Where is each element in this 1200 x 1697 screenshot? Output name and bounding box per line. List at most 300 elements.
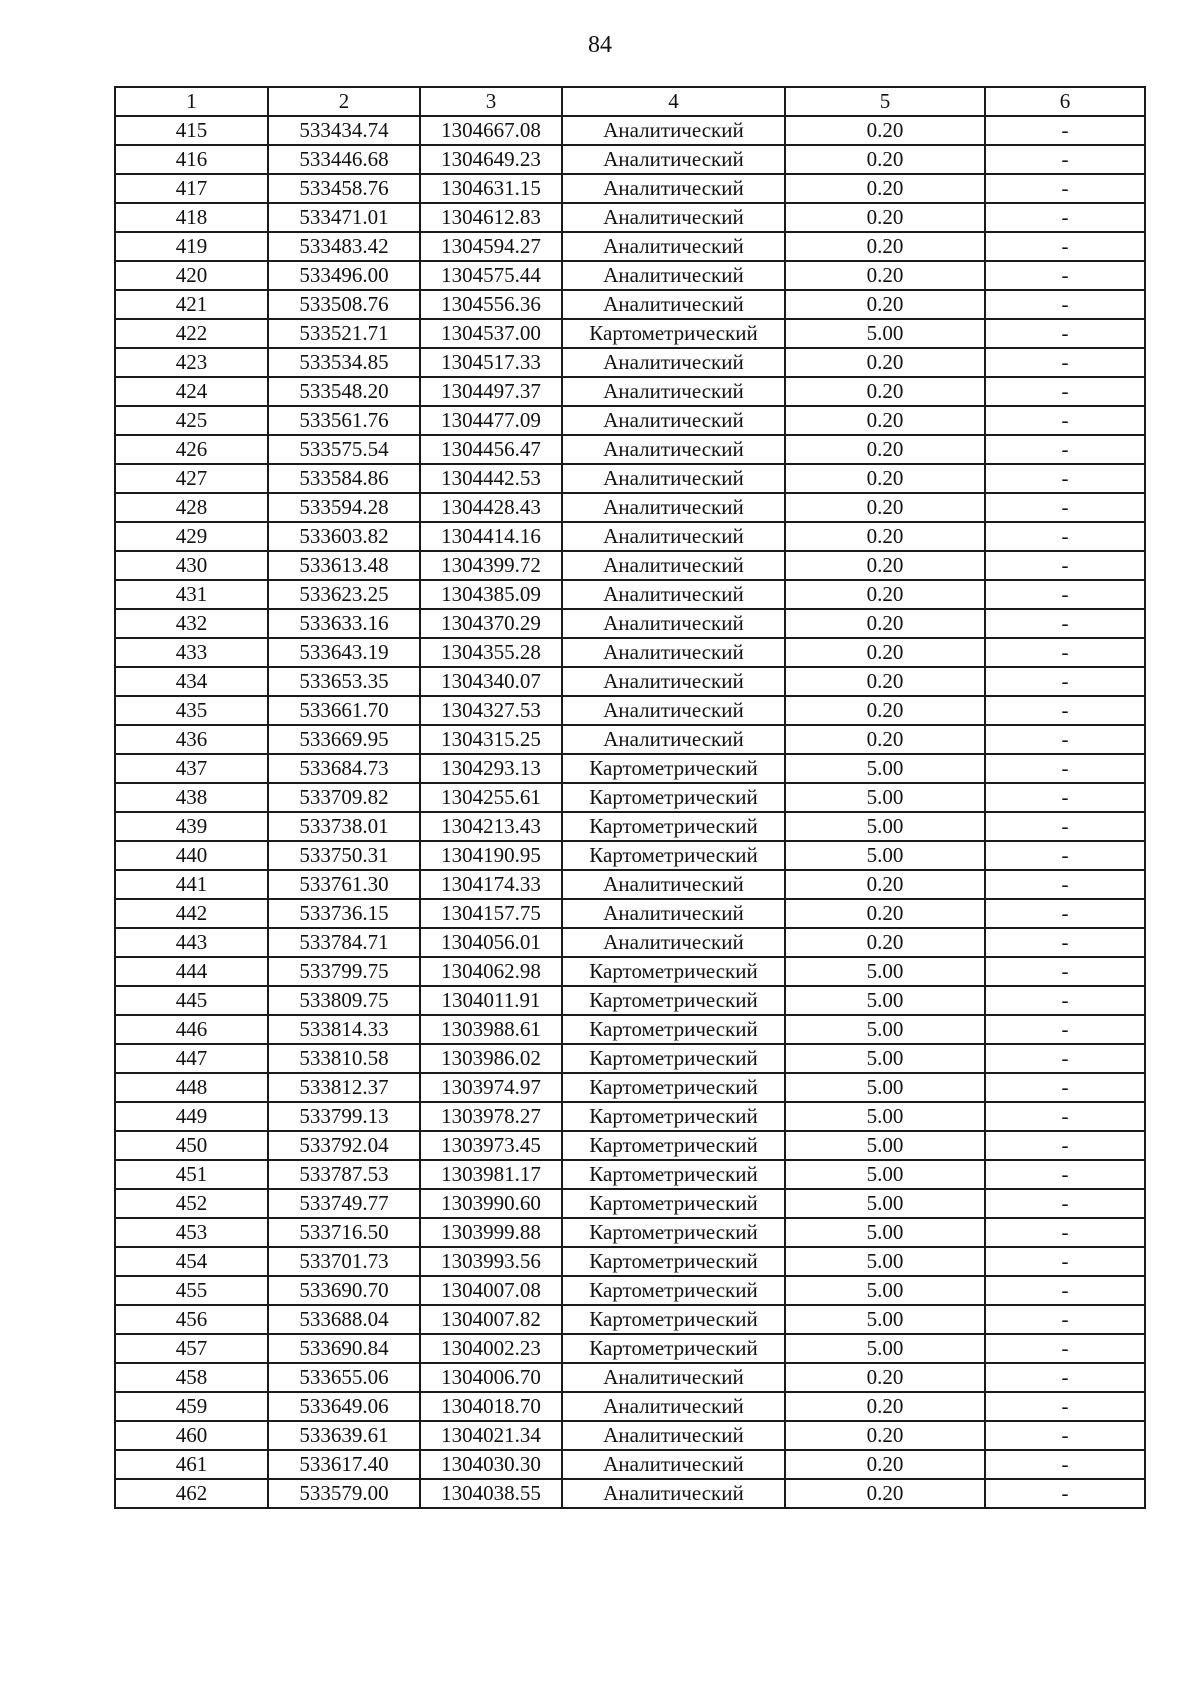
y-coordinate-cell: 1304018.70	[420, 1392, 562, 1421]
x-coordinate-cell: 533792.04	[268, 1131, 420, 1160]
table-row	[115, 406, 1145, 435]
y-coordinate-cell: 1304011.91	[420, 986, 562, 1015]
method-cell: Аналитический	[562, 870, 785, 899]
method-cell: Картометрический	[562, 1044, 785, 1073]
x-coordinate-cell: 533594.28	[268, 493, 420, 522]
method-cell: Аналитический	[562, 116, 785, 145]
accuracy-cell: 0.20	[785, 377, 985, 406]
table-row	[115, 1276, 1145, 1305]
accuracy-cell: 5.00	[785, 1276, 985, 1305]
method-cell: Аналитический	[562, 725, 785, 754]
table-row	[115, 203, 1145, 232]
point-number-cell: 456	[115, 1305, 268, 1334]
method-cell: Картометрический	[562, 1160, 785, 1189]
accuracy-cell: 0.20	[785, 522, 985, 551]
y-coordinate-cell: 1304517.33	[420, 348, 562, 377]
table-row	[115, 870, 1145, 899]
accuracy-cell: 5.00	[785, 1247, 985, 1276]
accuracy-cell: 0.20	[785, 406, 985, 435]
point-number-cell: 441	[115, 870, 268, 899]
method-cell: Аналитический	[562, 203, 785, 232]
y-coordinate-cell: 1303988.61	[420, 1015, 562, 1044]
point-number-cell: 418	[115, 203, 268, 232]
y-coordinate-cell: 1304038.55	[420, 1479, 562, 1508]
method-cell: Аналитический	[562, 348, 785, 377]
point-number-cell: 459	[115, 1392, 268, 1421]
coordinates-table	[114, 86, 1146, 1509]
x-coordinate-cell: 533584.86	[268, 464, 420, 493]
x-coordinate-cell: 533799.75	[268, 957, 420, 986]
method-cell: Аналитический	[562, 377, 785, 406]
table-row	[115, 116, 1145, 145]
description-cell: -	[985, 870, 1145, 899]
x-coordinate-cell: 533434.74	[268, 116, 420, 145]
method-cell: Аналитический	[562, 145, 785, 174]
description-cell: -	[985, 696, 1145, 725]
y-coordinate-cell: 1304213.43	[420, 812, 562, 841]
method-cell: Аналитический	[562, 667, 785, 696]
x-coordinate-cell: 533784.71	[268, 928, 420, 957]
y-coordinate-cell: 1304157.75	[420, 899, 562, 928]
table-row	[115, 957, 1145, 986]
description-cell: -	[985, 493, 1145, 522]
method-cell: Картометрический	[562, 841, 785, 870]
accuracy-cell: 5.00	[785, 812, 985, 841]
x-coordinate-cell: 533738.01	[268, 812, 420, 841]
method-cell: Аналитический	[562, 522, 785, 551]
method-cell: Картометрический	[562, 1218, 785, 1247]
table-row	[115, 1189, 1145, 1218]
point-number-cell: 429	[115, 522, 268, 551]
method-cell: Аналитический	[562, 464, 785, 493]
y-coordinate-cell: 1304631.15	[420, 174, 562, 203]
table-row	[115, 435, 1145, 464]
accuracy-cell: 5.00	[785, 1189, 985, 1218]
point-number-cell: 462	[115, 1479, 268, 1508]
description-cell: -	[985, 290, 1145, 319]
description-cell: -	[985, 406, 1145, 435]
header-cell-5: 5	[785, 87, 985, 116]
accuracy-cell: 0.20	[785, 145, 985, 174]
table-row	[115, 1363, 1145, 1392]
y-coordinate-cell: 1304370.29	[420, 609, 562, 638]
y-coordinate-cell: 1304255.61	[420, 783, 562, 812]
accuracy-cell: 5.00	[785, 957, 985, 986]
description-cell: -	[985, 1131, 1145, 1160]
x-coordinate-cell: 533575.54	[268, 435, 420, 464]
description-cell: -	[985, 1363, 1145, 1392]
y-coordinate-cell: 1304062.98	[420, 957, 562, 986]
table-row	[115, 609, 1145, 638]
y-coordinate-cell: 1304556.36	[420, 290, 562, 319]
description-cell: -	[985, 116, 1145, 145]
table-row	[115, 812, 1145, 841]
table-row	[115, 1015, 1145, 1044]
description-cell: -	[985, 1450, 1145, 1479]
y-coordinate-cell: 1304002.23	[420, 1334, 562, 1363]
description-cell: -	[985, 435, 1145, 464]
accuracy-cell: 0.20	[785, 696, 985, 725]
x-coordinate-cell: 533799.13	[268, 1102, 420, 1131]
accuracy-cell: 0.20	[785, 116, 985, 145]
method-cell: Картометрический	[562, 754, 785, 783]
description-cell: -	[985, 1479, 1145, 1508]
x-coordinate-cell: 533761.30	[268, 870, 420, 899]
point-number-cell: 436	[115, 725, 268, 754]
table-row	[115, 725, 1145, 754]
description-cell: -	[985, 1073, 1145, 1102]
y-coordinate-cell: 1304575.44	[420, 261, 562, 290]
table-row	[115, 1073, 1145, 1102]
header-cell-4: 4	[562, 87, 785, 116]
method-cell: Аналитический	[562, 290, 785, 319]
table-row	[115, 667, 1145, 696]
method-cell: Аналитический	[562, 609, 785, 638]
description-cell: -	[985, 1247, 1145, 1276]
table-row	[115, 783, 1145, 812]
y-coordinate-cell: 1304327.53	[420, 696, 562, 725]
method-cell: Аналитический	[562, 493, 785, 522]
description-cell: -	[985, 145, 1145, 174]
x-coordinate-cell: 533810.58	[268, 1044, 420, 1073]
point-number-cell: 416	[115, 145, 268, 174]
point-number-cell: 431	[115, 580, 268, 609]
y-coordinate-cell: 1304537.00	[420, 319, 562, 348]
header-cell-2: 2	[268, 87, 420, 116]
y-coordinate-cell: 1304190.95	[420, 841, 562, 870]
y-coordinate-cell: 1304056.01	[420, 928, 562, 957]
method-cell: Аналитический	[562, 435, 785, 464]
method-cell: Картометрический	[562, 1189, 785, 1218]
y-coordinate-cell: 1303999.88	[420, 1218, 562, 1247]
x-coordinate-cell: 533649.06	[268, 1392, 420, 1421]
point-number-cell: 449	[115, 1102, 268, 1131]
x-coordinate-cell: 533548.20	[268, 377, 420, 406]
table-row	[115, 493, 1145, 522]
point-number-cell: 458	[115, 1363, 268, 1392]
accuracy-cell: 0.20	[785, 870, 985, 899]
description-cell: -	[985, 232, 1145, 261]
point-number-cell: 435	[115, 696, 268, 725]
accuracy-cell: 0.20	[785, 261, 985, 290]
table-row	[115, 145, 1145, 174]
x-coordinate-cell: 533613.48	[268, 551, 420, 580]
y-coordinate-cell: 1303990.60	[420, 1189, 562, 1218]
description-cell: -	[985, 609, 1145, 638]
method-cell: Аналитический	[562, 638, 785, 667]
accuracy-cell: 0.20	[785, 1392, 985, 1421]
point-number-cell: 455	[115, 1276, 268, 1305]
x-coordinate-cell: 533809.75	[268, 986, 420, 1015]
point-number-cell: 451	[115, 1160, 268, 1189]
method-cell: Аналитический	[562, 899, 785, 928]
accuracy-cell: 5.00	[785, 1131, 985, 1160]
accuracy-cell: 5.00	[785, 783, 985, 812]
x-coordinate-cell: 533750.31	[268, 841, 420, 870]
point-number-cell: 448	[115, 1073, 268, 1102]
y-coordinate-cell: 1304649.23	[420, 145, 562, 174]
table-header	[115, 87, 1145, 116]
description-cell: -	[985, 1160, 1145, 1189]
description-cell: -	[985, 957, 1145, 986]
table-row	[115, 1305, 1145, 1334]
description-cell: -	[985, 1276, 1145, 1305]
table-row	[115, 174, 1145, 203]
description-cell: -	[985, 667, 1145, 696]
table-row	[115, 464, 1145, 493]
point-number-cell: 446	[115, 1015, 268, 1044]
description-cell: -	[985, 174, 1145, 203]
y-coordinate-cell: 1304355.28	[420, 638, 562, 667]
table-row	[115, 1218, 1145, 1247]
description-cell: -	[985, 1218, 1145, 1247]
x-coordinate-cell: 533603.82	[268, 522, 420, 551]
point-number-cell: 444	[115, 957, 268, 986]
method-cell: Картометрический	[562, 1102, 785, 1131]
table-row	[115, 1160, 1145, 1189]
accuracy-cell: 0.20	[785, 580, 985, 609]
table-row	[115, 377, 1145, 406]
table-row	[115, 986, 1145, 1015]
method-cell: Картометрический	[562, 986, 785, 1015]
accuracy-cell: 5.00	[785, 841, 985, 870]
x-coordinate-cell: 533814.33	[268, 1015, 420, 1044]
x-coordinate-cell: 533787.53	[268, 1160, 420, 1189]
method-cell: Картометрический	[562, 957, 785, 986]
accuracy-cell: 0.20	[785, 232, 985, 261]
accuracy-cell: 0.20	[785, 725, 985, 754]
method-cell: Картометрический	[562, 1131, 785, 1160]
method-cell: Картометрический	[562, 1015, 785, 1044]
point-number-cell: 419	[115, 232, 268, 261]
x-coordinate-cell: 533684.73	[268, 754, 420, 783]
description-cell: -	[985, 580, 1145, 609]
method-cell: Картометрический	[562, 1334, 785, 1363]
description-cell: -	[985, 348, 1145, 377]
x-coordinate-cell: 533655.06	[268, 1363, 420, 1392]
y-coordinate-cell: 1304007.08	[420, 1276, 562, 1305]
x-coordinate-cell: 533701.73	[268, 1247, 420, 1276]
table-body	[115, 116, 1145, 1508]
point-number-cell: 447	[115, 1044, 268, 1073]
table-row	[115, 696, 1145, 725]
description-cell: -	[985, 1392, 1145, 1421]
table-row	[115, 348, 1145, 377]
accuracy-cell: 5.00	[785, 1044, 985, 1073]
accuracy-cell: 0.20	[785, 928, 985, 957]
point-number-cell: 457	[115, 1334, 268, 1363]
point-number-cell: 427	[115, 464, 268, 493]
x-coordinate-cell: 533639.61	[268, 1421, 420, 1450]
header-row	[115, 87, 1145, 116]
point-number-cell: 428	[115, 493, 268, 522]
method-cell: Картометрический	[562, 812, 785, 841]
method-cell: Аналитический	[562, 1392, 785, 1421]
accuracy-cell: 0.20	[785, 493, 985, 522]
point-number-cell: 453	[115, 1218, 268, 1247]
description-cell: -	[985, 1044, 1145, 1073]
point-number-cell: 440	[115, 841, 268, 870]
description-cell: -	[985, 1102, 1145, 1131]
method-cell: Аналитический	[562, 174, 785, 203]
y-coordinate-cell: 1304315.25	[420, 725, 562, 754]
point-number-cell: 434	[115, 667, 268, 696]
description-cell: -	[985, 319, 1145, 348]
x-coordinate-cell: 533561.76	[268, 406, 420, 435]
method-cell: Аналитический	[562, 696, 785, 725]
accuracy-cell: 5.00	[785, 1102, 985, 1131]
description-cell: -	[985, 1189, 1145, 1218]
y-coordinate-cell: 1304340.07	[420, 667, 562, 696]
method-cell: Аналитический	[562, 1363, 785, 1392]
accuracy-cell: 0.20	[785, 1421, 985, 1450]
x-coordinate-cell: 533688.04	[268, 1305, 420, 1334]
accuracy-cell: 0.20	[785, 348, 985, 377]
accuracy-cell: 0.20	[785, 899, 985, 928]
y-coordinate-cell: 1304456.47	[420, 435, 562, 464]
y-coordinate-cell: 1304442.53	[420, 464, 562, 493]
y-coordinate-cell: 1304477.09	[420, 406, 562, 435]
y-coordinate-cell: 1303986.02	[420, 1044, 562, 1073]
table-row	[115, 754, 1145, 783]
accuracy-cell: 0.20	[785, 609, 985, 638]
method-cell: Аналитический	[562, 1479, 785, 1508]
accuracy-cell: 0.20	[785, 435, 985, 464]
y-coordinate-cell: 1304385.09	[420, 580, 562, 609]
point-number-cell: 454	[115, 1247, 268, 1276]
method-cell: Аналитический	[562, 406, 785, 435]
x-coordinate-cell: 533709.82	[268, 783, 420, 812]
table-row	[115, 522, 1145, 551]
x-coordinate-cell: 533496.00	[268, 261, 420, 290]
accuracy-cell: 5.00	[785, 986, 985, 1015]
x-coordinate-cell: 533521.71	[268, 319, 420, 348]
x-coordinate-cell: 533690.84	[268, 1334, 420, 1363]
method-cell: Картометрический	[562, 1247, 785, 1276]
table-row	[115, 580, 1145, 609]
y-coordinate-cell: 1304667.08	[420, 116, 562, 145]
y-coordinate-cell: 1304414.16	[420, 522, 562, 551]
point-number-cell: 421	[115, 290, 268, 319]
x-coordinate-cell: 533483.42	[268, 232, 420, 261]
x-coordinate-cell: 533458.76	[268, 174, 420, 203]
x-coordinate-cell: 533690.70	[268, 1276, 420, 1305]
point-number-cell: 442	[115, 899, 268, 928]
point-number-cell: 425	[115, 406, 268, 435]
point-number-cell: 423	[115, 348, 268, 377]
description-cell: -	[985, 638, 1145, 667]
y-coordinate-cell: 1303974.97	[420, 1073, 562, 1102]
x-coordinate-cell: 533669.95	[268, 725, 420, 754]
table-row	[115, 1131, 1145, 1160]
accuracy-cell: 5.00	[785, 1305, 985, 1334]
x-coordinate-cell: 533653.35	[268, 667, 420, 696]
x-coordinate-cell: 533579.00	[268, 1479, 420, 1508]
y-coordinate-cell: 1304007.82	[420, 1305, 562, 1334]
table-row	[115, 841, 1145, 870]
y-coordinate-cell: 1304021.34	[420, 1421, 562, 1450]
page-number: 84	[588, 32, 612, 58]
y-coordinate-cell: 1303978.27	[420, 1102, 562, 1131]
method-cell: Картометрический	[562, 319, 785, 348]
y-coordinate-cell: 1304174.33	[420, 870, 562, 899]
x-coordinate-cell: 533643.19	[268, 638, 420, 667]
point-number-cell: 438	[115, 783, 268, 812]
description-cell: -	[985, 1305, 1145, 1334]
description-cell: -	[985, 754, 1145, 783]
accuracy-cell: 0.20	[785, 174, 985, 203]
x-coordinate-cell: 533661.70	[268, 696, 420, 725]
method-cell: Аналитический	[562, 1450, 785, 1479]
method-cell: Картометрический	[562, 1073, 785, 1102]
y-coordinate-cell: 1304399.72	[420, 551, 562, 580]
accuracy-cell: 0.20	[785, 1479, 985, 1508]
point-number-cell: 439	[115, 812, 268, 841]
description-cell: -	[985, 1421, 1145, 1450]
table-row	[115, 928, 1145, 957]
point-number-cell: 443	[115, 928, 268, 957]
table-row	[115, 899, 1145, 928]
y-coordinate-cell: 1304293.13	[420, 754, 562, 783]
accuracy-cell: 0.20	[785, 290, 985, 319]
x-coordinate-cell: 533617.40	[268, 1450, 420, 1479]
table-row	[115, 1044, 1145, 1073]
method-cell: Аналитический	[562, 1421, 785, 1450]
point-number-cell: 450	[115, 1131, 268, 1160]
accuracy-cell: 0.20	[785, 638, 985, 667]
accuracy-cell: 5.00	[785, 754, 985, 783]
accuracy-cell: 0.20	[785, 203, 985, 232]
point-number-cell: 415	[115, 116, 268, 145]
description-cell: -	[985, 1015, 1145, 1044]
header-cell-3: 3	[420, 87, 562, 116]
description-cell: -	[985, 812, 1145, 841]
point-number-cell: 422	[115, 319, 268, 348]
y-coordinate-cell: 1303993.56	[420, 1247, 562, 1276]
description-cell: -	[985, 261, 1145, 290]
y-coordinate-cell: 1304497.37	[420, 377, 562, 406]
x-coordinate-cell: 533508.76	[268, 290, 420, 319]
description-cell: -	[985, 899, 1145, 928]
description-cell: -	[985, 551, 1145, 580]
method-cell: Аналитический	[562, 261, 785, 290]
x-coordinate-cell: 533716.50	[268, 1218, 420, 1247]
point-number-cell: 424	[115, 377, 268, 406]
table-row	[115, 1392, 1145, 1421]
method-cell: Картометрический	[562, 1305, 785, 1334]
x-coordinate-cell: 533446.68	[268, 145, 420, 174]
x-coordinate-cell: 533623.25	[268, 580, 420, 609]
y-coordinate-cell: 1303973.45	[420, 1131, 562, 1160]
description-cell: -	[985, 1334, 1145, 1363]
description-cell: -	[985, 203, 1145, 232]
point-number-cell: 417	[115, 174, 268, 203]
x-coordinate-cell: 533633.16	[268, 609, 420, 638]
accuracy-cell: 0.20	[785, 1450, 985, 1479]
point-number-cell: 420	[115, 261, 268, 290]
accuracy-cell: 0.20	[785, 667, 985, 696]
x-coordinate-cell: 533812.37	[268, 1073, 420, 1102]
x-coordinate-cell: 533749.77	[268, 1189, 420, 1218]
method-cell: Картометрический	[562, 1276, 785, 1305]
table-row	[115, 1247, 1145, 1276]
method-cell: Аналитический	[562, 232, 785, 261]
y-coordinate-cell: 1304428.43	[420, 493, 562, 522]
table-row	[115, 551, 1145, 580]
table-row	[115, 1421, 1145, 1450]
table-row	[115, 261, 1145, 290]
y-coordinate-cell: 1304612.83	[420, 203, 562, 232]
